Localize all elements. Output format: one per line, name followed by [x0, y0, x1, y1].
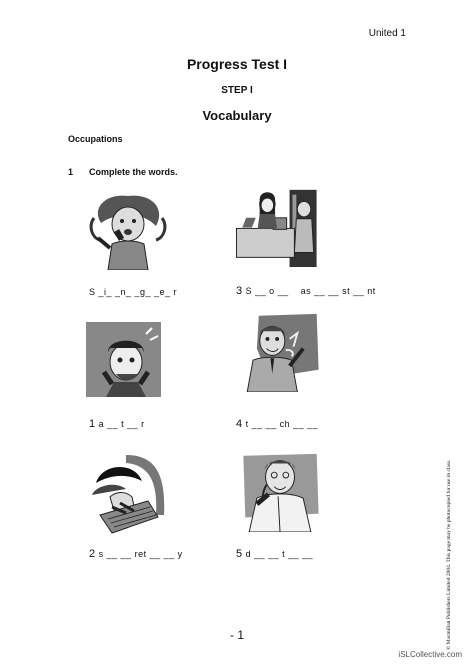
- step-label: STEP I: [221, 85, 253, 96]
- item-2-text: s __ __ ret __ __ y: [95, 549, 183, 559]
- watermark: iSLCollective.com: [398, 650, 462, 659]
- test-title: Progress Test I: [186, 56, 288, 72]
- question-number: 1: [68, 167, 74, 177]
- item-2-number: 2: [89, 548, 96, 560]
- item-4-text: t __ __ ch __ __: [242, 419, 319, 429]
- section-title: Vocabulary: [202, 108, 272, 123]
- actor-illustration: [86, 322, 171, 404]
- question-text: Complete the words.: [89, 167, 178, 177]
- item-1-text: a __ t __ r: [95, 419, 145, 429]
- item-1: [89, 418, 145, 430]
- item-5-text: d __ __ t __ __: [242, 549, 314, 559]
- item-3-text: S __ o __ as __ __ st __ nt: [242, 286, 376, 296]
- doctor-illustration: [238, 450, 323, 532]
- item-3: [236, 285, 376, 297]
- page-number: - 1: [229, 628, 244, 642]
- secretary-illustration: [86, 455, 171, 537]
- item-4-number: 4: [236, 418, 243, 430]
- topic-label: Occupations: [68, 134, 123, 144]
- shop-assistant-illustration: [235, 185, 320, 267]
- singer-illustration: [86, 188, 171, 270]
- item-3-number: 3: [236, 285, 243, 297]
- item-5-number: 5: [236, 548, 243, 560]
- teacher-illustration: [238, 310, 323, 392]
- item-4: [236, 418, 318, 430]
- item-1-number: 1: [89, 418, 96, 430]
- unit-label: United 1: [368, 28, 406, 39]
- item-2: [89, 548, 183, 560]
- copyright-notice: © Macmillan Publishers Limited 2004. This page may be photocopied for use in class.: [446, 459, 452, 650]
- item-singer-answer: S _i_ _n_ _g_ _e_ r: [89, 287, 178, 297]
- item-5: [236, 548, 313, 560]
